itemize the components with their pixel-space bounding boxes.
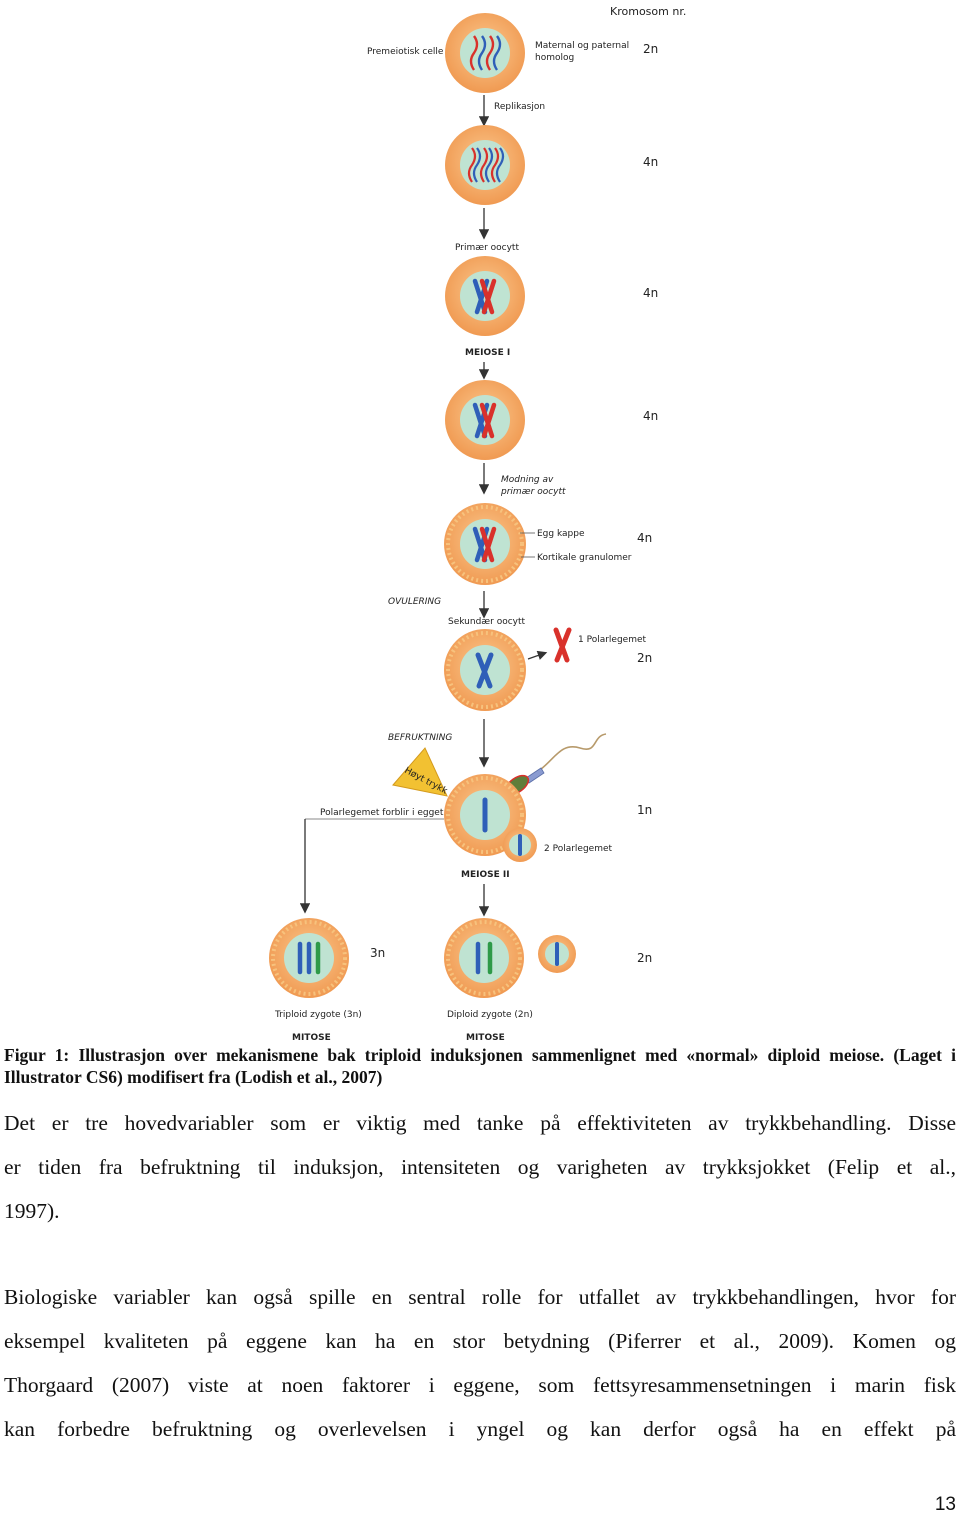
- ploidy-6: 2n: [637, 651, 653, 665]
- page-number: 13: [934, 1494, 956, 1515]
- paragraph-2-line-4: kan forbedre befruktning og overlevelsen i yngel og kan derfor også ha en effekt på: [4, 1417, 956, 1441]
- label-premeiotic-cell: Premeiotisk celle: [367, 47, 444, 57]
- high-pressure-icon: [393, 748, 449, 797]
- label-high-pressure: Høyt trykk: [402, 765, 449, 797]
- sperm-icon: [502, 734, 606, 798]
- chromosome-number-header: Kromosom nr.: [610, 5, 687, 18]
- label-meiosis-1: MEIOSE I: [465, 348, 511, 358]
- paragraph-2-line-2: eksempel kvaliteten på eggene kan ha en stor betydning (Piferrer et al., 2009). Komen og: [4, 1329, 956, 1353]
- ploidy-4: 4n: [643, 409, 659, 423]
- paragraph-2-line-3: Thorgaard (2007) viste at noen faktorer i eggene, som fettsyresammensetningen i marin fisk: [4, 1373, 956, 1397]
- label-triploid-zygote: Triploid zygote (3n): [275, 1010, 362, 1020]
- paragraph-1-line-1: Det er tre hovedvariabler som er viktig med tanke på effektiviteten av trykkbehandling. Disse: [4, 1111, 956, 1135]
- label-cortical-granules: Kortikale granulomer: [537, 553, 632, 563]
- cell-secondary-oocyte: [444, 629, 526, 711]
- label-replication: Replikasjon: [494, 102, 546, 112]
- cell-triploid-zygote: [269, 918, 349, 998]
- ploidy-3: 4n: [643, 286, 659, 300]
- ploidy-2: 4n: [643, 155, 659, 169]
- cell-replicated: [445, 125, 525, 205]
- paragraph-2-line-1: Biologiske variabler kan også spille en sentral rolle for utfallet av trykkbehandlingen, hvor for: [4, 1285, 956, 1309]
- label-mitosis-left: MITOSE: [292, 1033, 331, 1043]
- paragraph-2: [4, 1275, 956, 1451]
- label-diploid-zygote: Diploid zygote (2n): [447, 1010, 533, 1020]
- ploidy-1: 2n: [643, 42, 659, 56]
- figure-caption: Figur 1: Illustrasjon over mekanismene bak triploid induksjonen sammenlignet med «normal» diploid meiose. (Laget i Illustrator CS6) modifisert fra (Lodish et al., 2007): [4, 1045, 956, 1087]
- cell-diploid-zygote: [444, 918, 524, 998]
- label-fertilization: BEFRUKTNING: [388, 733, 453, 743]
- label-polar-body-2: 2 Polarlegemet: [544, 844, 613, 854]
- paragraph-1-line-2: er tiden fra befruktning til induksjon, intensiteten og varigheten av trykksjokket (Felip et al.,: [4, 1155, 956, 1179]
- cell-premeiotic: [445, 13, 525, 93]
- label-maturation-2: primær oocytt: [501, 487, 566, 497]
- ploidy-5: 4n: [637, 531, 653, 545]
- label-polar-body-1: 1 Polarlegemet: [578, 635, 647, 645]
- ploidy-9: 2n: [637, 951, 653, 965]
- label-secondary-oocyte: Sekundær oocytt: [448, 617, 526, 627]
- paragraph-1-line-3: 1997).: [4, 1199, 60, 1223]
- ploidy-8: 3n: [370, 946, 386, 960]
- paragraph-1: [4, 1101, 956, 1233]
- cell-primary-oocyte: [445, 256, 525, 336]
- cell-meiosis-1: [445, 380, 525, 460]
- ploidy-7: 1n: [637, 803, 653, 817]
- polar-body-1-chromosome: [556, 630, 569, 660]
- arrow-polar-1: [528, 653, 545, 659]
- label-homolog-2: homolog: [535, 53, 575, 63]
- label-primary-oocyte: Primær oocytt: [455, 243, 519, 253]
- label-meiosis-2: MEIOSE II: [461, 870, 510, 880]
- label-egg-coat: Egg kappe: [537, 529, 585, 539]
- label-ovulation: OVULERING: [388, 597, 442, 607]
- label-homolog-1: Maternal og paternal: [535, 41, 630, 51]
- polar-body-2-cell: [503, 828, 537, 862]
- cell-mature-primary-oocyte: [444, 503, 526, 585]
- label-maturation-1: Modning av: [501, 475, 554, 485]
- label-mitosis-right: MITOSE: [466, 1033, 505, 1043]
- label-polar-body-retained: Polarlegemet forblir i egget: [320, 808, 444, 818]
- polar-body-separate: [538, 935, 576, 973]
